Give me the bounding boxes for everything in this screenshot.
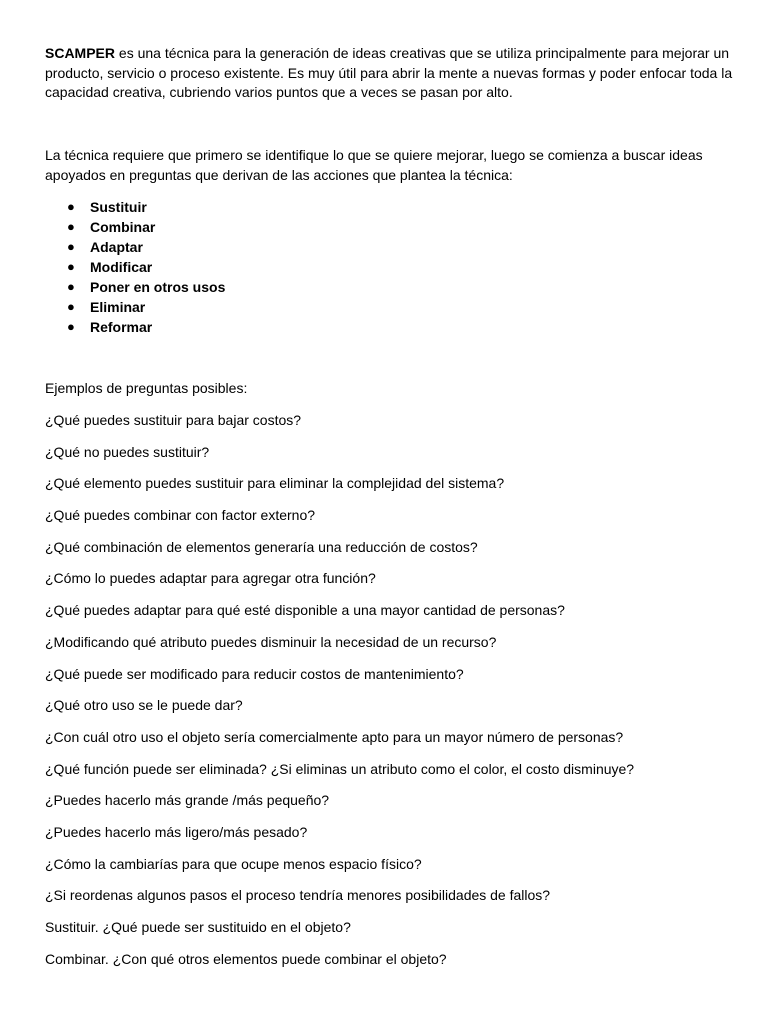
- bullet-icon: ●: [67, 279, 75, 294]
- examples-heading: Ejemplos de preguntas posibles:: [45, 380, 248, 396]
- list-item: [45, 237, 225, 257]
- question-line: ¿Qué elemento puedes sustituir para eliminar la complejidad del sistema?: [45, 475, 505, 492]
- question-line: ¿Con cuál otro uso el objeto sería comercialmente apto para un mayor número de personas?: [45, 728, 624, 745]
- intro-text: es una técnica para la generación de ideas creativas que se utiliza principalmente para mejorar un producto, servicio o proceso existente. Es muy útil para abrir la mente a nuevas formas y poder enfocar toda la capacidad creativa, cubriendo varios puntos que a veces se pasan por alto.: [45, 45, 733, 100]
- question-line: ¿Qué puede ser modificado para reducir costos de mantenimiento?: [45, 665, 464, 682]
- list-item: [45, 197, 225, 217]
- question-line: Sustituir. ¿Qué puede ser sustituido en el objeto?: [45, 919, 351, 935]
- action-label: Adaptar: [90, 239, 143, 255]
- intro-paragraph: [45, 44, 735, 103]
- bullet-icon: ●: [67, 259, 75, 274]
- action-label: Reformar: [90, 319, 153, 335]
- question-line: ¿Cómo lo puedes adaptar para agregar otra función?: [45, 570, 376, 587]
- bullet-icon: ●: [67, 199, 75, 214]
- question-line: ¿Qué función puede ser eliminada? ¿Si eliminas un atributo como el color, el costo disminuye?: [45, 760, 635, 777]
- list-item: [45, 217, 225, 237]
- action-label: Eliminar: [90, 299, 146, 315]
- bullet-icon: ●: [67, 299, 75, 314]
- question-line: ¿Qué combinación de elementos generaría una reducción de costos?: [45, 538, 478, 555]
- question-line: ¿Qué puedes sustituir para bajar costos?: [45, 412, 302, 428]
- technique-paragraph: La técnica requiere que primero se identifique lo que se quiere mejorar, luego se comienza a buscar ideas apoyados en preguntas que derivan de las acciones que plantea la técnica:: [45, 147, 703, 183]
- question-line: ¿Modificando qué atributo puedes disminuir la necesidad de un recurso?: [45, 633, 497, 650]
- question-line: ¿Cómo la cambiarías para que ocupe menos espacio físico?: [45, 855, 422, 872]
- list-item: [45, 317, 225, 337]
- action-label: Modificar: [90, 259, 153, 275]
- bullet-icon: ●: [67, 239, 75, 254]
- list-item: [45, 277, 225, 297]
- list-item: [45, 297, 225, 317]
- questions-list: [45, 410, 634, 980]
- question-line: ¿Qué otro uso se le puede dar?: [45, 697, 243, 714]
- scamper-term: SCAMPER: [45, 45, 116, 61]
- bullet-icon: ●: [67, 219, 75, 234]
- action-label: Sustituir: [90, 199, 147, 215]
- action-label: Combinar: [90, 219, 156, 235]
- question-line: ¿Si reordenas algunos pasos el proceso tendría menores posibilidades de fallos?: [45, 887, 551, 904]
- list-item: [45, 257, 225, 277]
- question-line: Combinar. ¿Con qué otros elementos puede combinar el objeto?: [45, 950, 447, 967]
- bullet-icon: ●: [67, 319, 75, 334]
- action-label: Poner en otros usos: [90, 279, 226, 295]
- scamper-actions-list: [45, 197, 225, 337]
- question-line: ¿Qué puedes combinar con factor externo?: [45, 507, 316, 524]
- question-line: ¿Puedes hacerlo más ligero/más pesado?: [45, 823, 308, 840]
- question-line: ¿Qué puedes adaptar para qué esté disponible a una mayor cantidad de personas?: [45, 602, 565, 619]
- question-line: ¿Puedes hacerlo más grande /más pequeño?: [45, 792, 330, 809]
- question-line: ¿Qué no puedes sustituir?: [45, 443, 210, 460]
